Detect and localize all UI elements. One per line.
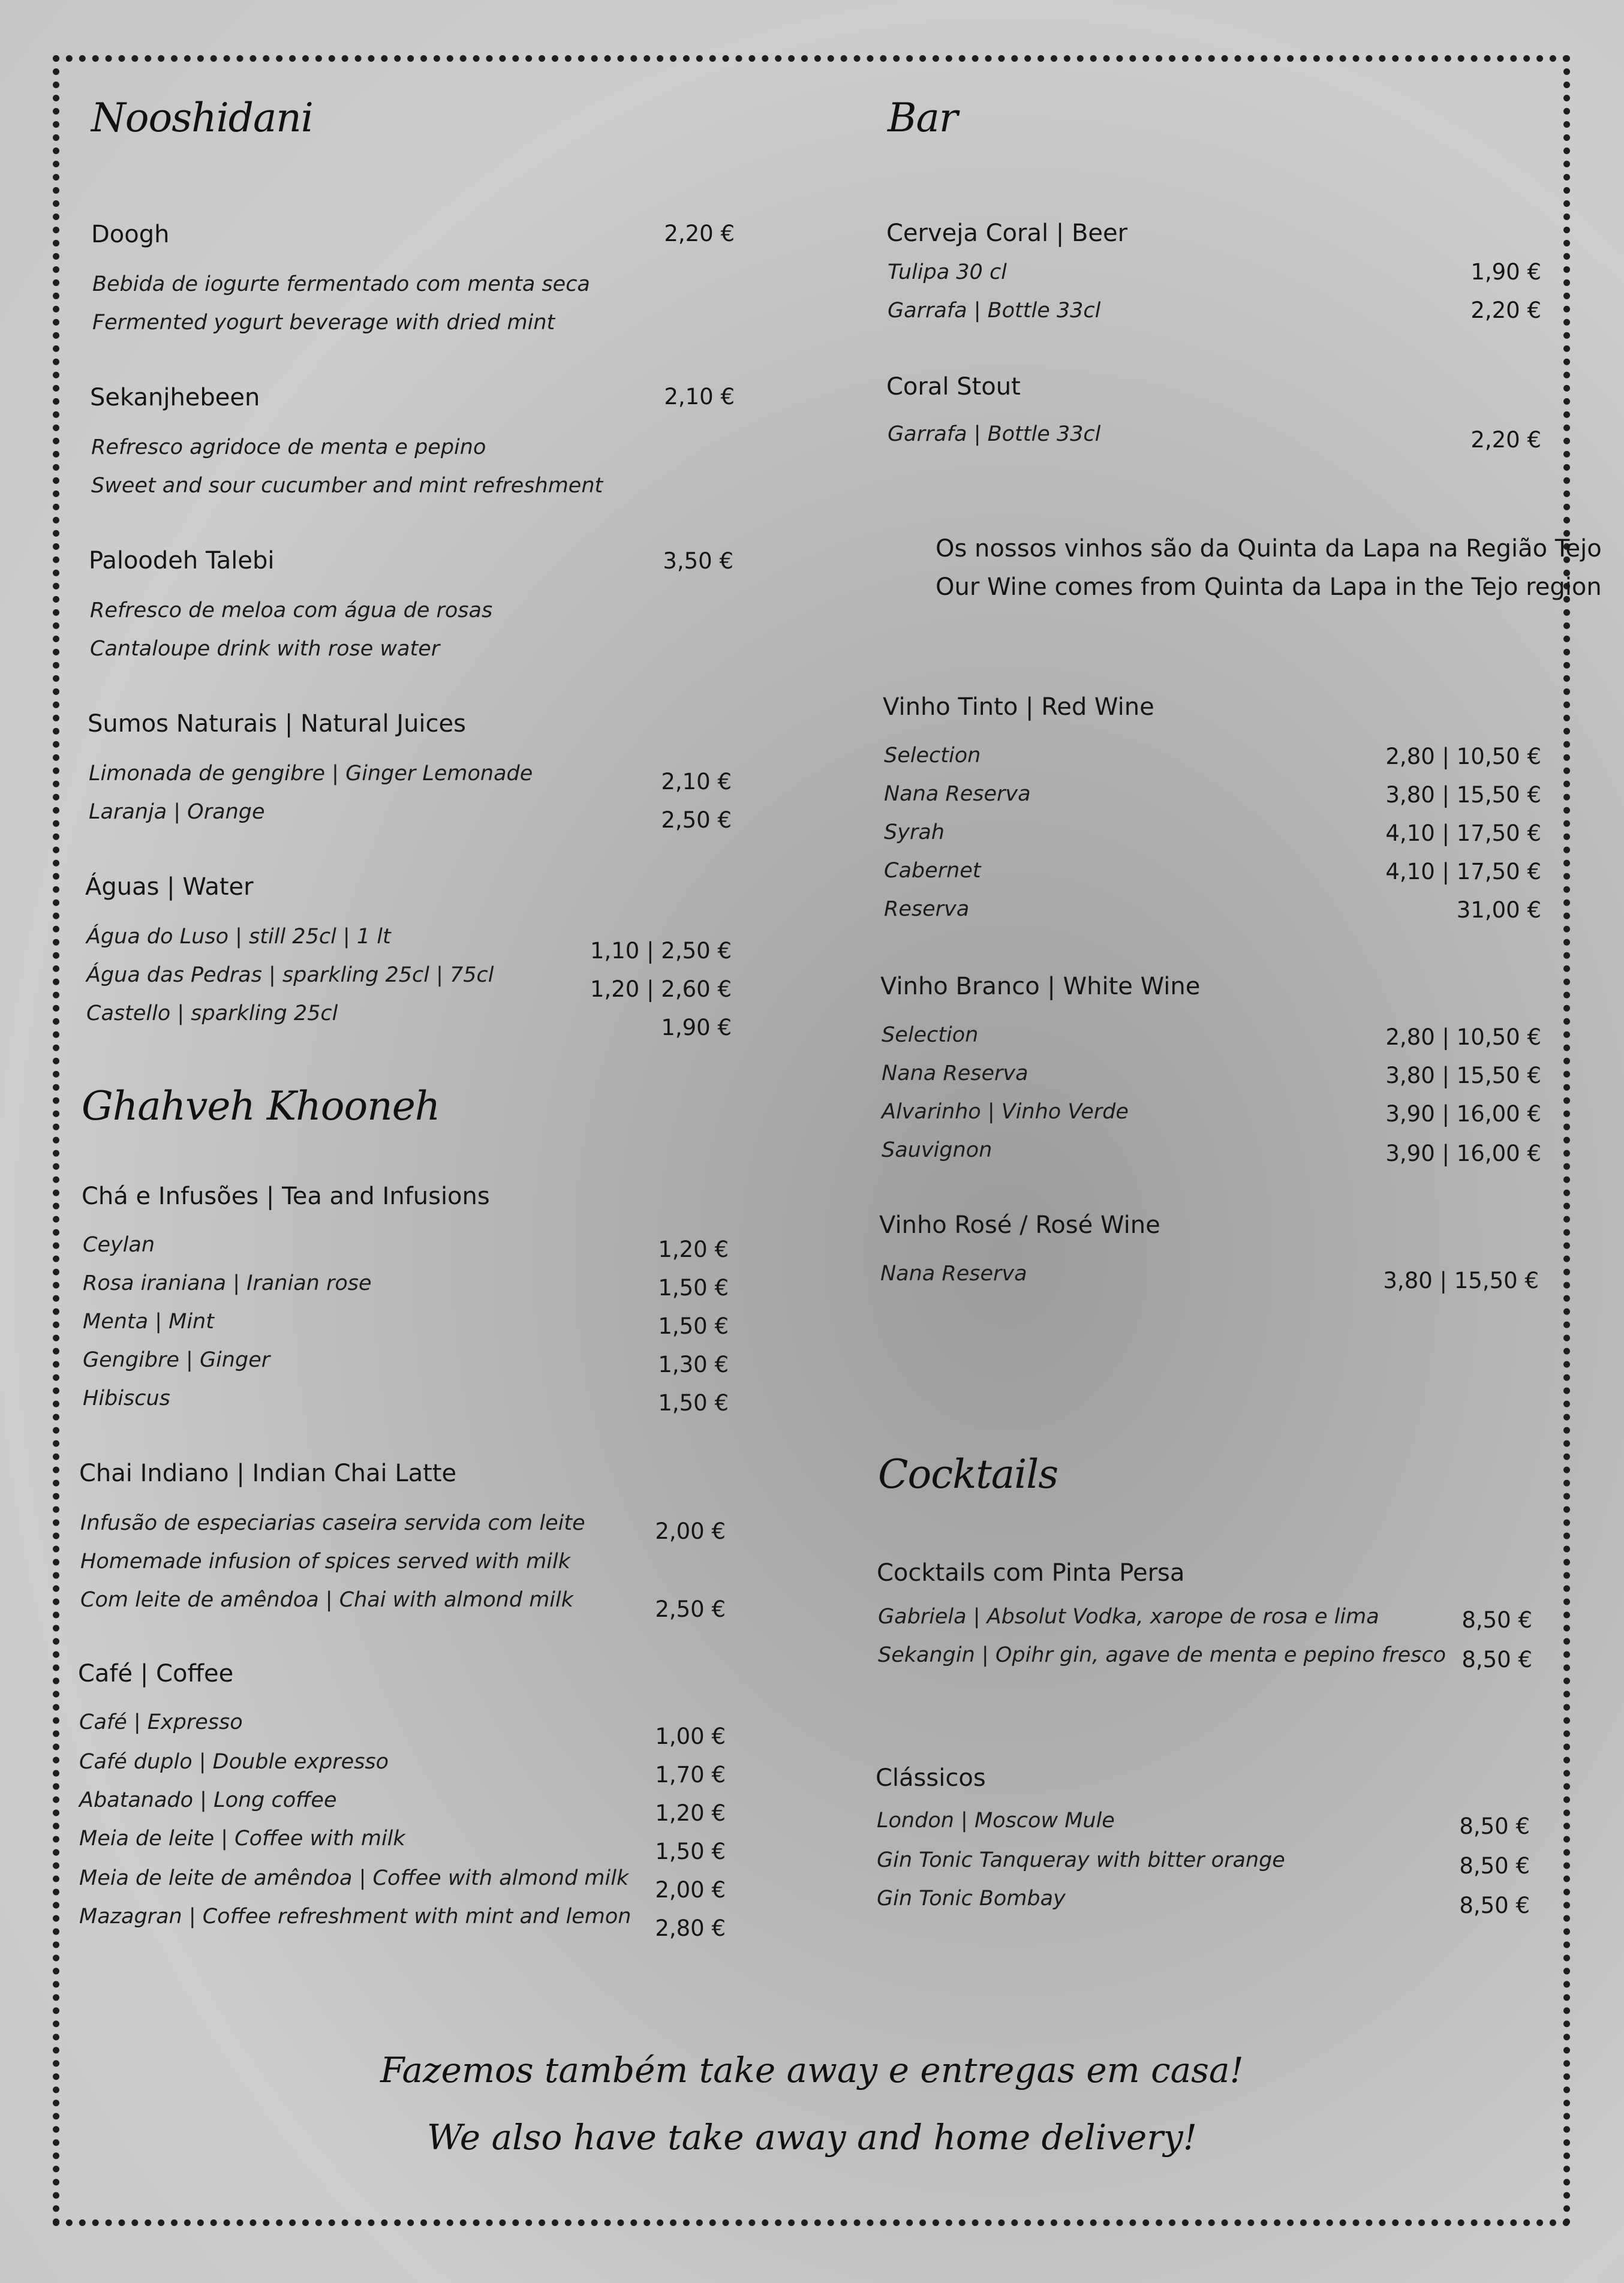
cha-item-name: Menta | Mint — [83, 1310, 214, 1334]
cafe-item-price: 1,20 € — [655, 1800, 726, 1826]
cafe-item-name: Café | Expresso — [79, 1710, 243, 1734]
sekanjhebeen-desc-pt: Refresco agridoce de menta e pepino — [91, 435, 486, 459]
cha-item-name: Ceylan — [83, 1233, 155, 1257]
aguas-item-name: Água das Pedras | sparkling 25cl | 75cl — [86, 963, 494, 987]
tinto-item-price: 4,10 | 17,50 € — [1385, 820, 1541, 846]
chai-almond: Com leite de amêndoa | Chai with almond milk — [80, 1588, 574, 1612]
cafe-item-price: 2,00 € — [655, 1877, 726, 1903]
tinto-item-price: 4,10 | 17,50 € — [1385, 859, 1541, 885]
cha-item-price: 1,50 € — [658, 1275, 729, 1301]
tinto-item-name: Reserva — [884, 897, 970, 921]
tinto-title: Vinho Tinto | Red Wine — [883, 693, 1154, 721]
paloodeh-desc-pt: Refresco de meloa com água de rosas — [90, 598, 493, 622]
cha-item-name: Hibiscus — [83, 1386, 170, 1410]
tinto-item-price: 31,00 € — [1456, 897, 1541, 923]
sekanjhebeen-name: Sekanjhebeen — [90, 384, 260, 411]
rose-item-price: 3,80 | 15,50 € — [1383, 1268, 1539, 1294]
branco-item-name: Alvarinho | Vinho Verde — [882, 1100, 1129, 1124]
classicos-title: Clássicos — [876, 1764, 986, 1792]
sumos-item-name: Limonada de gengibre | Ginger Lemonade — [89, 762, 533, 786]
classicos-item-price: 8,50 € — [1459, 1893, 1530, 1918]
coral-item-name: Garrafa | Bottle 33cl — [888, 299, 1101, 323]
cafe-item-name: Meia de leite | Coffee with milk — [79, 1827, 405, 1851]
nooshidani-heading: Nooshidani — [91, 95, 313, 141]
coral-item-price: 2,20 € — [1470, 297, 1541, 323]
cha-item-price: 1,30 € — [658, 1352, 729, 1377]
branco-item-name: Nana Reserva — [882, 1061, 1028, 1085]
coral-title: Cerveja Coral | Beer — [886, 219, 1128, 247]
aguas-title: Águas | Water — [85, 873, 254, 901]
sumos-item-name: Laranja | Orange — [89, 800, 265, 824]
rose-title: Vinho Rosé / Rosé Wine — [879, 1211, 1160, 1239]
cha-item-price: 1,50 € — [658, 1313, 729, 1339]
tinto-item-name: Syrah — [884, 820, 945, 844]
branco-item-price: 3,90 | 16,00 € — [1385, 1141, 1541, 1166]
tinto-item-name: Selection — [884, 744, 981, 768]
classicos-item-price: 8,50 € — [1459, 1853, 1530, 1879]
cafe-item-name: Café duplo | Double expresso — [79, 1750, 389, 1774]
aguas-item-name: Castello | sparkling 25cl — [86, 1001, 338, 1025]
cha-item-price: 1,50 € — [658, 1390, 729, 1416]
branco-item-name: Selection — [882, 1023, 979, 1047]
aguas-item-price: 1,20 | 2,60 € — [590, 976, 732, 1002]
coral-item-price: 1,90 € — [1470, 259, 1541, 285]
sekanjhebeen-price: 2,10 € — [664, 384, 735, 410]
tinto-item-name: Nana Reserva — [884, 782, 1031, 806]
pinta-title: Cocktails com Pinta Persa — [877, 1559, 1185, 1587]
paloodeh-price: 3,50 € — [663, 548, 733, 574]
stout-title: Coral Stout — [886, 373, 1021, 401]
cocktails-heading: Cocktails — [878, 1451, 1058, 1497]
chai-title: Chai Indiano | Indian Chai Latte — [79, 1460, 457, 1487]
paloodeh-desc-en: Cantaloupe drink with rose water — [90, 637, 440, 661]
tinto-item-price: 2,80 | 10,50 € — [1385, 744, 1541, 769]
classicos-item-name: London | Moscow Mule — [877, 1809, 1115, 1833]
rose-item-name: Nana Reserva — [880, 1262, 1027, 1286]
branco-item-name: Sauvignon — [882, 1138, 993, 1162]
doogh-name: Doogh — [91, 221, 170, 248]
tinto-item-price: 3,80 | 15,50 € — [1385, 782, 1541, 808]
classicos-item-price: 8,50 € — [1459, 1813, 1530, 1839]
cafe-item-price: 1,50 € — [655, 1839, 726, 1864]
branco-item-price: 3,90 | 16,00 € — [1385, 1101, 1541, 1127]
branco-title: Vinho Branco | White Wine — [880, 973, 1201, 1000]
bar-heading: Bar — [888, 95, 958, 141]
doogh-price: 2,20 € — [664, 221, 735, 246]
pinta-item-name: Gabriela | Absolut Vodka, xarope de rosa e lima — [878, 1605, 1379, 1629]
footer-takeaway-pt: Fazemos também take away e entregas em casa! — [380, 2050, 1244, 2091]
pinta-item-name: Sekangin | Opihr gin, agave de menta e pepino fresco — [878, 1643, 1446, 1667]
aguas-item-name: Água do Luso | still 25cl | 1 lt — [86, 925, 391, 949]
cha-item-name: Rosa iraniana | Iranian rose — [83, 1271, 372, 1295]
branco-item-price: 3,80 | 15,50 € — [1385, 1063, 1541, 1088]
chai-desc-pt: Infusão de especiarias caseira servida com leite — [80, 1511, 585, 1535]
pinta-item-price: 8,50 € — [1461, 1607, 1532, 1633]
paloodeh-name: Paloodeh Talebi — [89, 547, 275, 574]
sekanjhebeen-desc-en: Sweet and sour cucumber and mint refreshment — [91, 474, 603, 498]
pinta-item-price: 8,50 € — [1461, 1647, 1532, 1673]
branco-item-price: 2,80 | 10,50 € — [1385, 1024, 1541, 1050]
classicos-item-name: Gin Tonic Tanqueray with bitter orange — [877, 1848, 1285, 1872]
classicos-item-name: Gin Tonic Bombay — [877, 1887, 1066, 1911]
aguas-item-price: 1,90 € — [661, 1015, 732, 1040]
cafe-item-name: Meia de leite de amêndoa | Coffee with almond milk — [79, 1866, 629, 1890]
stout-item-price: 2,20 € — [1470, 427, 1541, 453]
cafe-item-price: 1,70 € — [655, 1762, 726, 1788]
aguas-item-price: 1,10 | 2,50 € — [590, 938, 732, 964]
footer-takeaway-en: We also have take away and home delivery! — [426, 2117, 1198, 2158]
cafe-title: Café | Coffee — [78, 1660, 234, 1688]
sumos-title: Sumos Naturais | Natural Juices — [88, 710, 466, 738]
sumos-item-price: 2,10 € — [661, 769, 732, 795]
wine-note-en: Our Wine comes from Quinta da Lapa in the Tejo region — [936, 573, 1602, 601]
chai-price: 2,00 € — [655, 1518, 726, 1544]
coral-item-name: Tulipa 30 cl — [888, 260, 1007, 284]
doogh-desc-en: Fermented yogurt beverage with dried mint — [92, 311, 555, 335]
ghahveh-heading: Ghahveh Khooneh — [82, 1083, 440, 1129]
cafe-item-price: 2,80 € — [655, 1915, 726, 1941]
cafe-item-name: Mazagran | Coffee refreshment with mint and lemon — [79, 1905, 631, 1929]
chai-desc-en: Homemade infusion of spices served with milk — [80, 1550, 570, 1574]
stout-item-name: Garrafa | Bottle 33cl — [888, 422, 1101, 446]
doogh-desc-pt: Bebida de iogurte fermentado com menta seca — [92, 272, 590, 296]
cha-item-name: Gengibre | Ginger — [83, 1348, 270, 1372]
sumos-item-price: 2,50 € — [661, 807, 732, 833]
tinto-item-name: Cabernet — [884, 859, 981, 883]
wine-note-pt: Os nossos vinhos são da Quinta da Lapa na Região Tejo — [936, 535, 1602, 563]
cafe-item-name: Abatanado | Long coffee — [79, 1788, 337, 1812]
cafe-item-price: 1,00 € — [655, 1723, 726, 1749]
cha-item-price: 1,20 € — [658, 1237, 729, 1262]
chai-almond-price: 2,50 € — [655, 1596, 726, 1622]
cha-title: Chá e Infusões | Tea and Infusions — [82, 1183, 490, 1210]
